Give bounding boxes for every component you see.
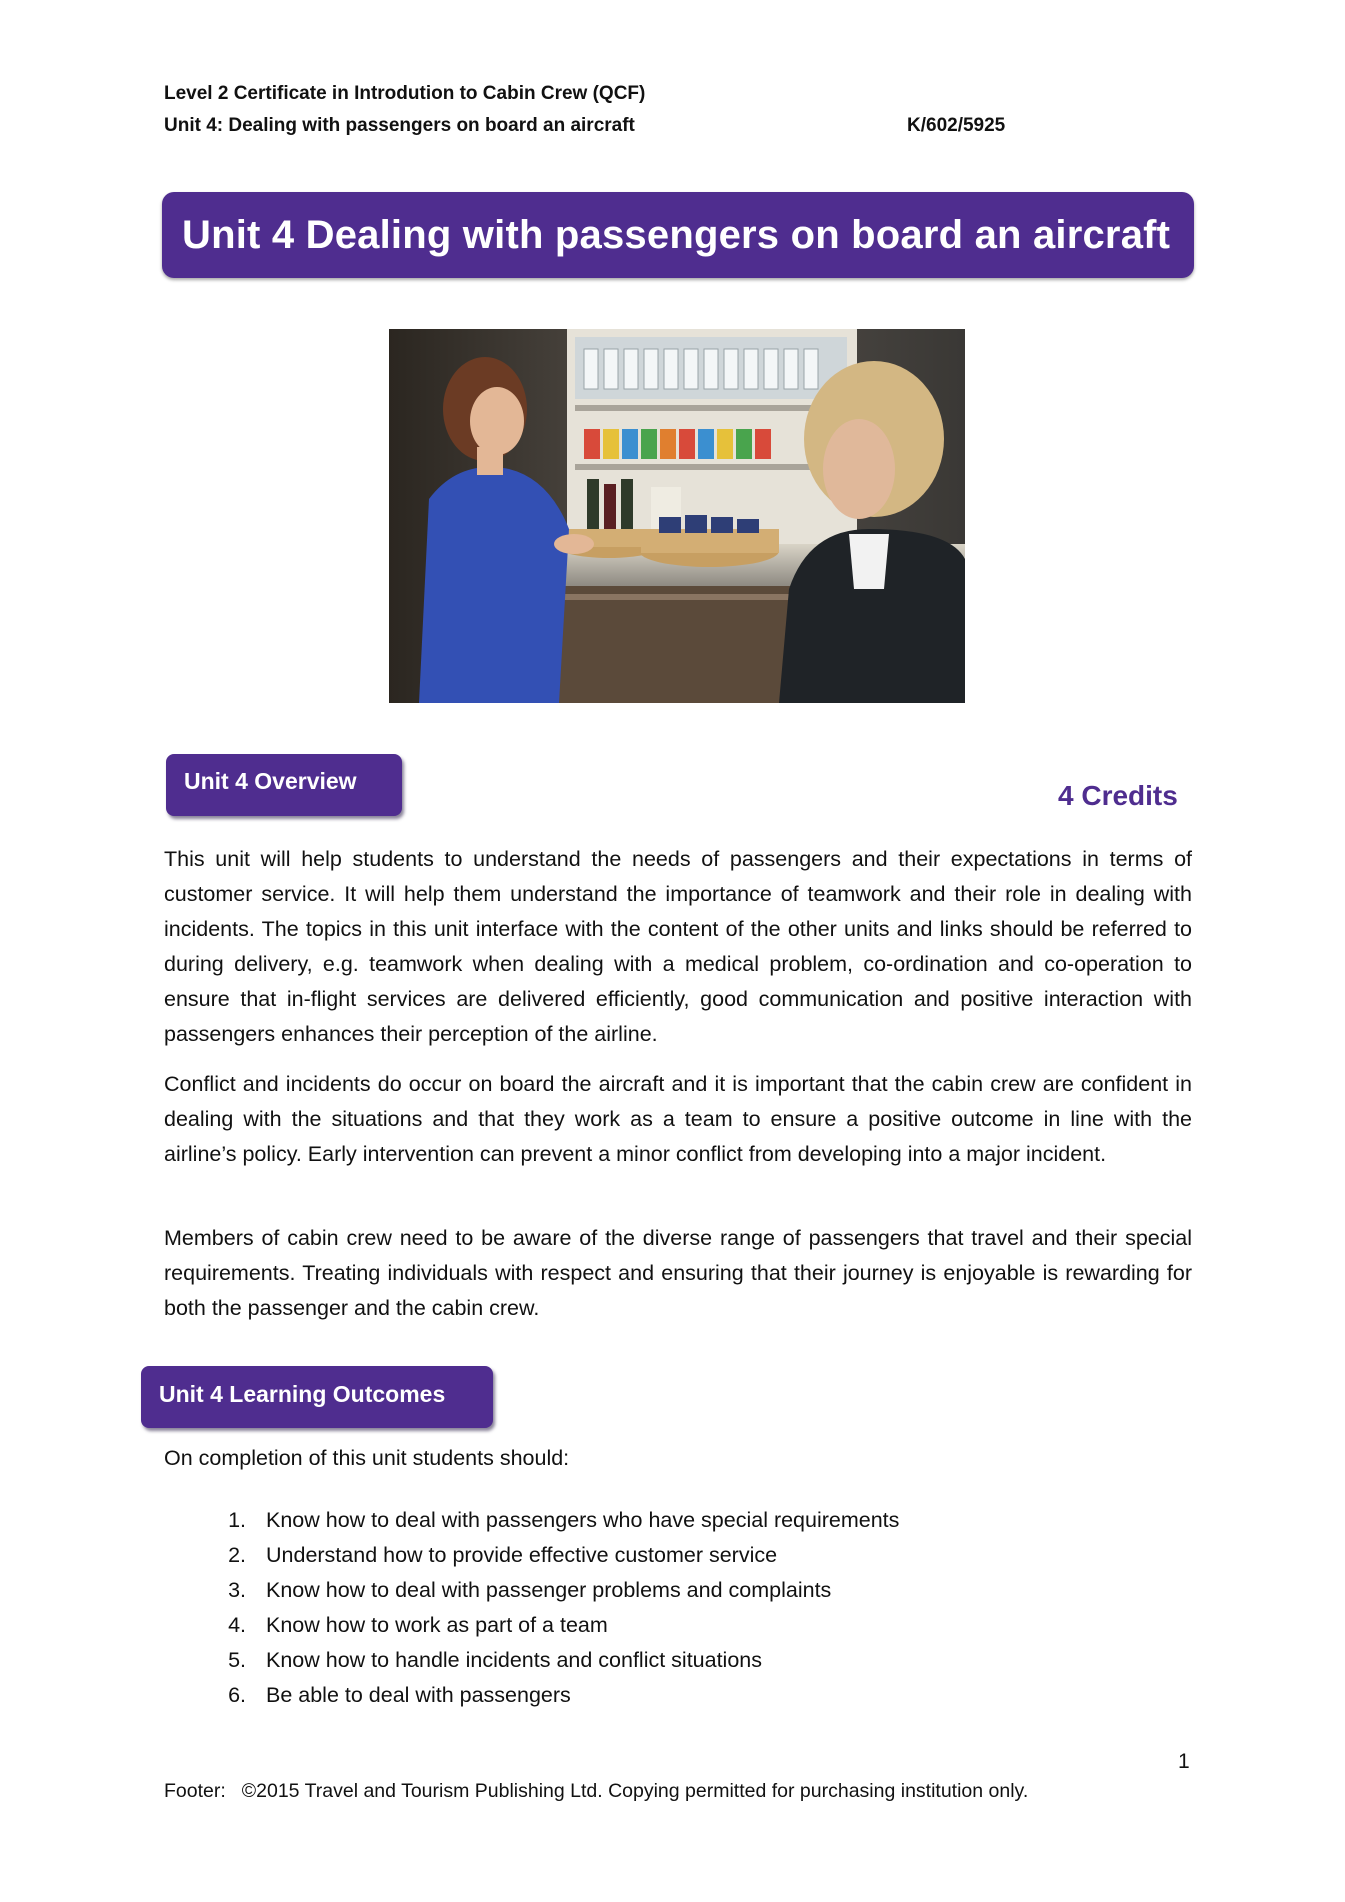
overview-heading: Unit 4 Overview (184, 767, 357, 794)
list-item-number: 1. (228, 1508, 246, 1532)
outcomes-heading: Unit 4 Learning Outcomes (159, 1380, 446, 1407)
list-item-number: 2. (228, 1543, 246, 1567)
list-item-number: 3. (228, 1578, 246, 1602)
header-unit-title: Unit 4: Dealing with passengers on board an aircraft (164, 115, 635, 136)
outcomes-heading-pill (141, 1366, 493, 1428)
cabin-crew-photo (389, 329, 965, 703)
list-item-text: Know how to handle incidents and conflict situations (266, 1648, 763, 1672)
list-item-number: 4. (228, 1613, 246, 1637)
header-course-title: Level 2 Certificate in Introdution to Cabin Crew (QCF) (164, 83, 646, 104)
list-item (164, 1643, 899, 1678)
header-unit-code: K/602/5925 (907, 115, 1006, 136)
list-item-text: Know how to deal with passengers who have special requirements (266, 1508, 900, 1532)
list-item-number: 5. (228, 1648, 246, 1672)
list-item-text: Know how to work as part of a team (266, 1613, 608, 1637)
list-item (164, 1538, 899, 1573)
outcomes-list (164, 1503, 899, 1713)
list-item-text: Know how to deal with passenger problems and complaints (266, 1578, 832, 1602)
list-item-text: Be able to deal with passengers (266, 1683, 571, 1707)
overview-paragraph: This unit will help students to understand the needs of passengers and their expectations in terms of customer service. It will help them understand the importance of teamwork and their role in dealing with incidents. The topics in this unit interface with the content of the other units and links should be referred to during delivery, e.g. teamwork when dealing with a medical problem, co-ordination and co-operation to ensure that in-flight services are delivered efficiently, good communication and positive interaction with passengers enhances their perception of the airline. (164, 847, 1192, 1046)
page-title: Unit 4 Dealing with passengers on board an aircraft (182, 212, 1171, 257)
outcomes-intro: On completion of this unit students should: (164, 1446, 570, 1470)
overview-paragraph: Conflict and incidents do occur on board the aircraft and it is important that the cabin crew are confident in dealing with the situations and that they work as a team to ensure a positive outcome in line with the airline’s policy. Early intervention can prevent a minor conflict from developing into a major incident. (164, 1072, 1192, 1166)
list-item (164, 1678, 899, 1713)
credits-label: 4 Credits (1058, 780, 1178, 811)
overview-paragraph: Members of cabin crew need to be aware of the diverse range of passengers that travel and their special requirements. Treating individuals with respect and ensuring that their journey is enjoyable is rewarding for both the passenger and the cabin crew. (164, 1226, 1192, 1320)
page-number: 1 (1178, 1750, 1190, 1773)
list-item (164, 1573, 899, 1608)
list-item-number: 6. (228, 1683, 246, 1707)
unit-title-banner (162, 192, 1194, 278)
list-item-text: Understand how to provide effective customer service (266, 1543, 778, 1567)
footer-copyright: ©2015 Travel and Tourism Publishing Ltd. Copying permitted for purchasing institution only. (241, 1780, 1029, 1802)
list-item (164, 1608, 899, 1643)
overview-heading-pill (166, 754, 402, 816)
footer (164, 1780, 1028, 1803)
list-item (164, 1503, 899, 1538)
footer-label: Footer: (164, 1780, 226, 1802)
